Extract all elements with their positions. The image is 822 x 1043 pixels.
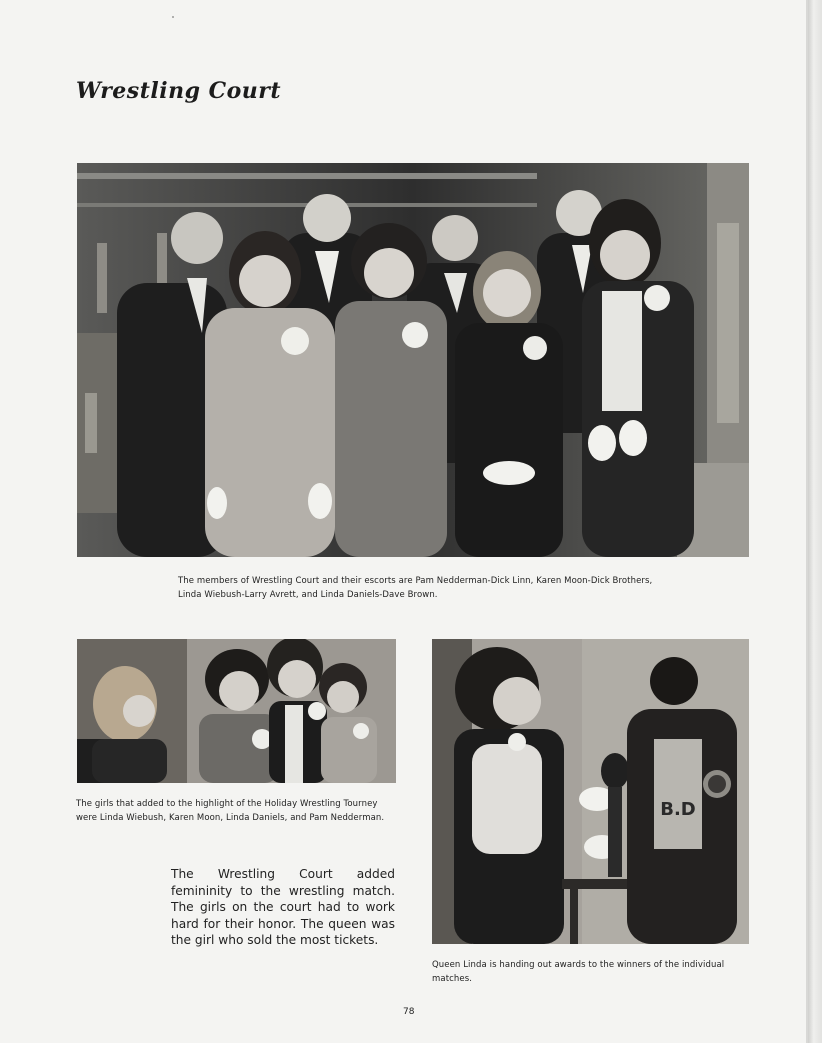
story-paragraph: The Wrestling Court added femininity to the wrestling match. The girls on the court had to work hard for their honor. The queen was the girl who sold the most tickets. bbox=[171, 867, 395, 947]
main-photo-caption: The members of Wrestling Court and their escorts are Pam Nedderman-Dick Linn, Karen Moon-Dick Brothers, Linda Wiebush-Larry Avrett, and Linda Daniels-Dave Brown. bbox=[178, 576, 653, 600]
girls-photo-caption: The girls that added to the highlight of the Holiday Wrestling Tourney were Linda Wiebush, Karen Moon, Linda Daniels, and Pam Nedderman. bbox=[76, 799, 385, 823]
award-presentation-photo bbox=[432, 639, 749, 944]
page-number: 78 bbox=[403, 1007, 415, 1017]
court-girls-photo bbox=[77, 639, 396, 783]
award-photo-caption: Queen Linda is handing out awards to the winners of the individual matches. bbox=[432, 960, 725, 984]
paper-speck bbox=[172, 16, 174, 18]
page-edge bbox=[808, 0, 822, 1043]
page-title: Wrestling Court bbox=[76, 78, 282, 104]
wrestling-court-group-photo bbox=[77, 163, 749, 557]
jacket-lettering: B.D bbox=[660, 799, 696, 820]
